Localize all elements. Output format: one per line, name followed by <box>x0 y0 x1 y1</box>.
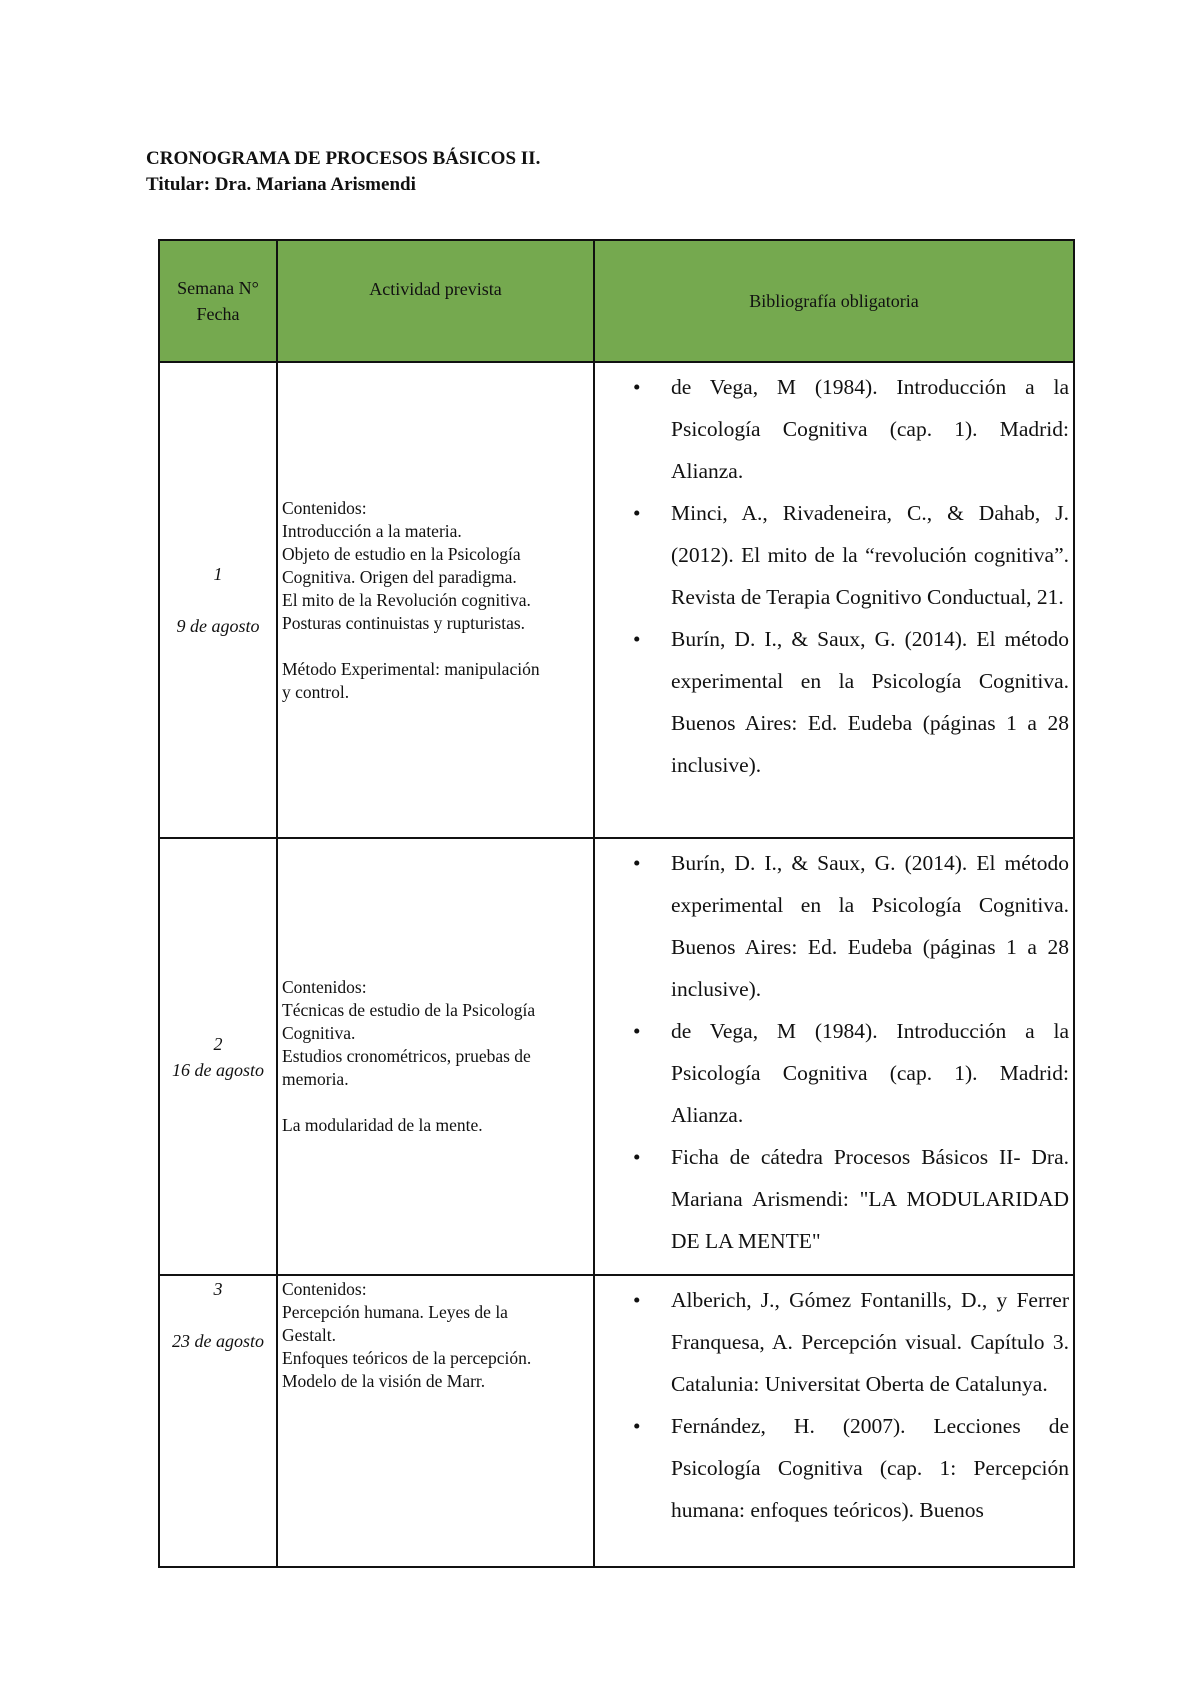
week-number: 3 <box>213 1279 223 1299</box>
week-number: 2 <box>213 1033 223 1054</box>
schedule-table <box>158 239 1075 1568</box>
week-cell <box>159 1275 277 1567</box>
bibliography-text: Ficha de cátedra Procesos Básicos II- Dra. Mariana Arismendi: "LA MODULARIDAD DE LA MENTE" <box>671 1145 1069 1253</box>
bibliography-cell <box>594 1275 1074 1567</box>
activity-cell <box>277 1275 594 1567</box>
bibliography-list <box>595 366 1069 786</box>
activity-line: Técnicas de estudio de la Psicología <box>282 1000 536 1020</box>
bibliography-cell <box>594 838 1074 1275</box>
bibliography-cell <box>594 362 1074 838</box>
activity-line: Contenidos: <box>282 497 367 518</box>
activity-cell <box>277 362 594 838</box>
bibliography-text: de Vega, M (1984). Introducción a la Psicología Cognitiva (cap. 1). Madrid: Alianza. <box>671 1019 1069 1127</box>
table-row <box>159 838 1074 1275</box>
bullet-icon: • <box>633 851 641 875</box>
bibliography-list <box>595 1279 1069 1531</box>
activity-line: Gestalt. <box>282 1325 336 1345</box>
column-header-activity <box>277 240 594 362</box>
bullet-icon: • <box>633 1414 641 1438</box>
column-header-week-label: Semana N° <box>177 278 259 298</box>
bibliography-item <box>595 1010 1069 1136</box>
activity-line: Contenidos: <box>282 977 367 997</box>
week-date: 16 de agosto <box>172 1059 264 1080</box>
week-date: 23 de agosto <box>172 1331 264 1351</box>
bibliography-item <box>595 1136 1069 1262</box>
activity-line: y control. <box>282 681 350 702</box>
activity-line: Objeto de estudio en la Psicología <box>282 543 521 564</box>
bibliography-text: de Vega, M (1984). Introducción a la Psicología Cognitiva (cap. 1). Madrid: Alianza. <box>671 375 1069 483</box>
bullet-icon: • <box>633 1019 641 1043</box>
document-subtitle: Titular: Dra. Mariana Arismendi <box>146 174 416 195</box>
activity-line: Enfoques teóricos de la percepción. <box>282 1348 532 1368</box>
week-cell <box>159 838 277 1275</box>
week-date: 9 de agosto <box>176 616 260 636</box>
activity-line: Estudios cronométricos, pruebas de <box>282 1046 531 1066</box>
bibliography-item <box>595 492 1069 618</box>
activity-line: memoria. <box>282 1069 349 1089</box>
bibliography-text: Minci, A., Rivadeneira, C., & Dahab, J. (2012). El mito de la “revolución cognitiva”. Revista de Terapia Cognitivo Conductual, 21. <box>671 501 1069 609</box>
activity-line: Posturas continuistas y rupturistas. <box>282 612 526 633</box>
bibliography-item <box>595 1405 1069 1531</box>
activity-line: El mito de la Revolución cognitiva. <box>282 589 531 610</box>
activity-line: Modelo de la visión de Marr. <box>282 1371 486 1391</box>
activity-line: Percepción humana. Leyes de la <box>282 1302 508 1322</box>
bullet-icon: • <box>633 1145 641 1169</box>
bullet-icon: • <box>633 1288 641 1312</box>
week-number: 1 <box>213 564 223 584</box>
table-row <box>159 1275 1074 1567</box>
bibliography-text: Alberich, J., Gómez Fontanills, D., y Ferrer Franquesa, A. Percepción visual. Capítulo 3. Catalunia: Universitat Oberta de Catalunya. <box>671 1288 1069 1396</box>
activity-line: Método Experimental: manipulación <box>282 658 540 679</box>
bibliography-item <box>595 842 1069 1010</box>
bullet-icon: • <box>633 627 641 651</box>
bibliography-item <box>595 618 1069 786</box>
bullet-icon: • <box>633 501 641 525</box>
activity-line: Cognitiva. Origen del paradigma. <box>282 566 517 587</box>
column-header-date-label: Fecha <box>196 304 240 324</box>
week-cell <box>159 362 277 838</box>
activity-line: Cognitiva. <box>282 1023 356 1043</box>
bullet-icon: • <box>633 375 641 399</box>
bibliography-text: Burín, D. I., & Saux, G. (2014). El método experimental en la Psicología Cognitiva. Buenos Aires: Ed. Eudeba (páginas 1 a 28 inclusive). <box>671 627 1069 777</box>
bibliography-list <box>595 842 1069 1262</box>
activity-line: Contenidos: <box>282 1279 367 1299</box>
document-title: CRONOGRAMA DE PROCESOS BÁSICOS II. <box>146 148 541 169</box>
bibliography-item <box>595 1279 1069 1405</box>
bibliography-text: Fernández, H. (2007). Lecciones de Psicología Cognitiva (cap. 1: Percepción humana: enfoques teóricos). Buenos <box>671 1414 1069 1522</box>
column-header-week <box>159 240 277 362</box>
bibliography-item <box>595 366 1069 492</box>
activity-line: La modularidad de la mente. <box>282 1115 483 1135</box>
activity-line: Introducción a la materia. <box>282 520 462 541</box>
table-row <box>159 362 1074 838</box>
column-header-activity-label: Actividad prevista <box>369 279 502 299</box>
column-header-bibliography: Bibliografía obligatoria <box>594 240 1074 362</box>
document-header <box>146 146 540 198</box>
activity-cell <box>277 838 594 1275</box>
bibliography-text: Burín, D. I., & Saux, G. (2014). El método experimental en la Psicología Cognitiva. Buenos Aires: Ed. Eudeba (páginas 1 a 28 inclusive). <box>671 851 1069 1001</box>
table-header-row <box>159 240 1074 362</box>
